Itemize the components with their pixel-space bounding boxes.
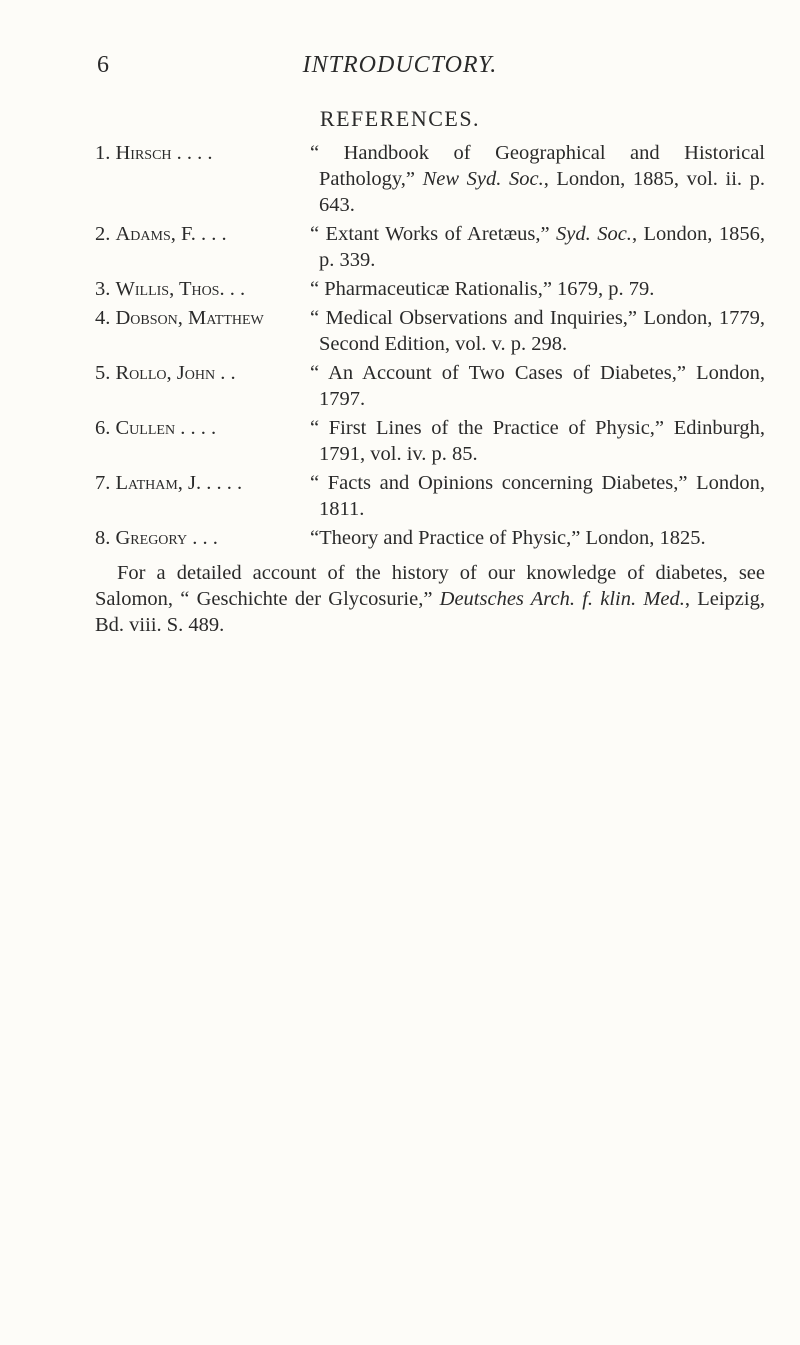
reference-journal: New Syd. Soc. <box>422 168 544 190</box>
reference-leader: . . <box>215 362 236 384</box>
footnote-text: For a detailed account of the history of our knowledge of diabetes, see Salomon, “ Geschichte der Glycosurie,” <box>95 562 765 610</box>
reference-text: “ Medical Observations and Inquiries,” London, 1779, Second Edition, vol. v. p. 298. <box>310 307 765 355</box>
reference-text: “ Facts and Opinions concerning Diabetes,” London, 1811. <box>310 472 765 520</box>
reference-journal: Syd. Soc. <box>556 223 632 245</box>
reference-item <box>95 360 765 412</box>
reference-item <box>95 305 765 357</box>
reference-text <box>310 221 765 273</box>
reference-author: Gregory <box>115 527 188 549</box>
reference-item <box>95 276 765 302</box>
reference-leader: . . . <box>195 223 227 245</box>
page-number: 6 <box>97 52 109 78</box>
footnote-details: , Leipzig, Bd. viii. S. 489. <box>95 588 765 636</box>
section-title: REFERENCES. <box>319 106 481 131</box>
reference-label <box>95 305 310 357</box>
reference-item <box>95 221 765 273</box>
reference-details: , London, 1885, vol. ii. p. 643. <box>319 168 765 216</box>
reference-item <box>95 415 765 467</box>
reference-label <box>95 140 310 218</box>
reference-number: 4. <box>95 307 111 329</box>
reference-item <box>95 470 765 522</box>
reference-author: Adams, F. <box>115 223 196 245</box>
reference-details: , London, 1856, p. 339. <box>319 223 765 271</box>
reference-leader: . . . . <box>175 417 217 439</box>
reference-label <box>95 221 310 273</box>
reference-text <box>310 140 765 218</box>
reference-author: Dobson, Matthew <box>115 307 264 329</box>
reference-label <box>95 276 310 302</box>
reference-title: “ Extant Works of Aretæus,” <box>310 223 557 245</box>
reference-text: “Theory and Practice of Physic,” London, 1825. <box>310 527 706 549</box>
reference-label <box>95 415 310 467</box>
reference-label <box>95 360 310 412</box>
page-header <box>0 44 800 84</box>
reference-author: Latham, J. <box>115 472 202 494</box>
reference-number: 8. <box>95 527 111 549</box>
reference-title: “ Handbook of Geographical and Historical Pathology,” <box>310 142 765 190</box>
reference-item <box>95 525 765 551</box>
reference-number: 3. <box>95 278 111 300</box>
reference-leader: . . <box>224 278 246 300</box>
running-head: INTRODUCTORY. <box>302 52 498 78</box>
reference-author: Rollo, John <box>115 362 216 384</box>
reference-item <box>95 140 765 218</box>
reference-author: Hirsch <box>115 142 172 164</box>
reference-text: “ An Account of Two Cases of Diabetes,” London, 1797. <box>310 362 765 410</box>
reference-number: 6. <box>95 417 111 439</box>
reference-number: 5. <box>95 362 111 384</box>
reference-text: “ First Lines of the Practice of Physic,” Edinburgh, 1791, vol. iv. p. 85. <box>310 417 765 465</box>
reference-leader: . . . . <box>201 472 243 494</box>
reference-label <box>95 470 310 522</box>
reference-leader: . . . . <box>171 142 213 164</box>
reference-number: 2. <box>95 223 111 245</box>
reference-author: Willis, Thos. <box>115 278 225 300</box>
reference-text: “ Pharmaceuticæ Rationalis,” 1679, p. 79. <box>310 278 655 300</box>
reference-number: 1. <box>95 142 111 164</box>
reference-number: 7. <box>95 472 111 494</box>
footnote-paragraph <box>95 560 765 638</box>
reference-author: Cullen <box>115 417 176 439</box>
reference-list <box>95 140 765 554</box>
reference-label <box>95 525 310 551</box>
reference-leader: . . . <box>187 527 218 549</box>
footnote-journal: Deutsches Arch. f. klin. Med. <box>439 588 685 610</box>
